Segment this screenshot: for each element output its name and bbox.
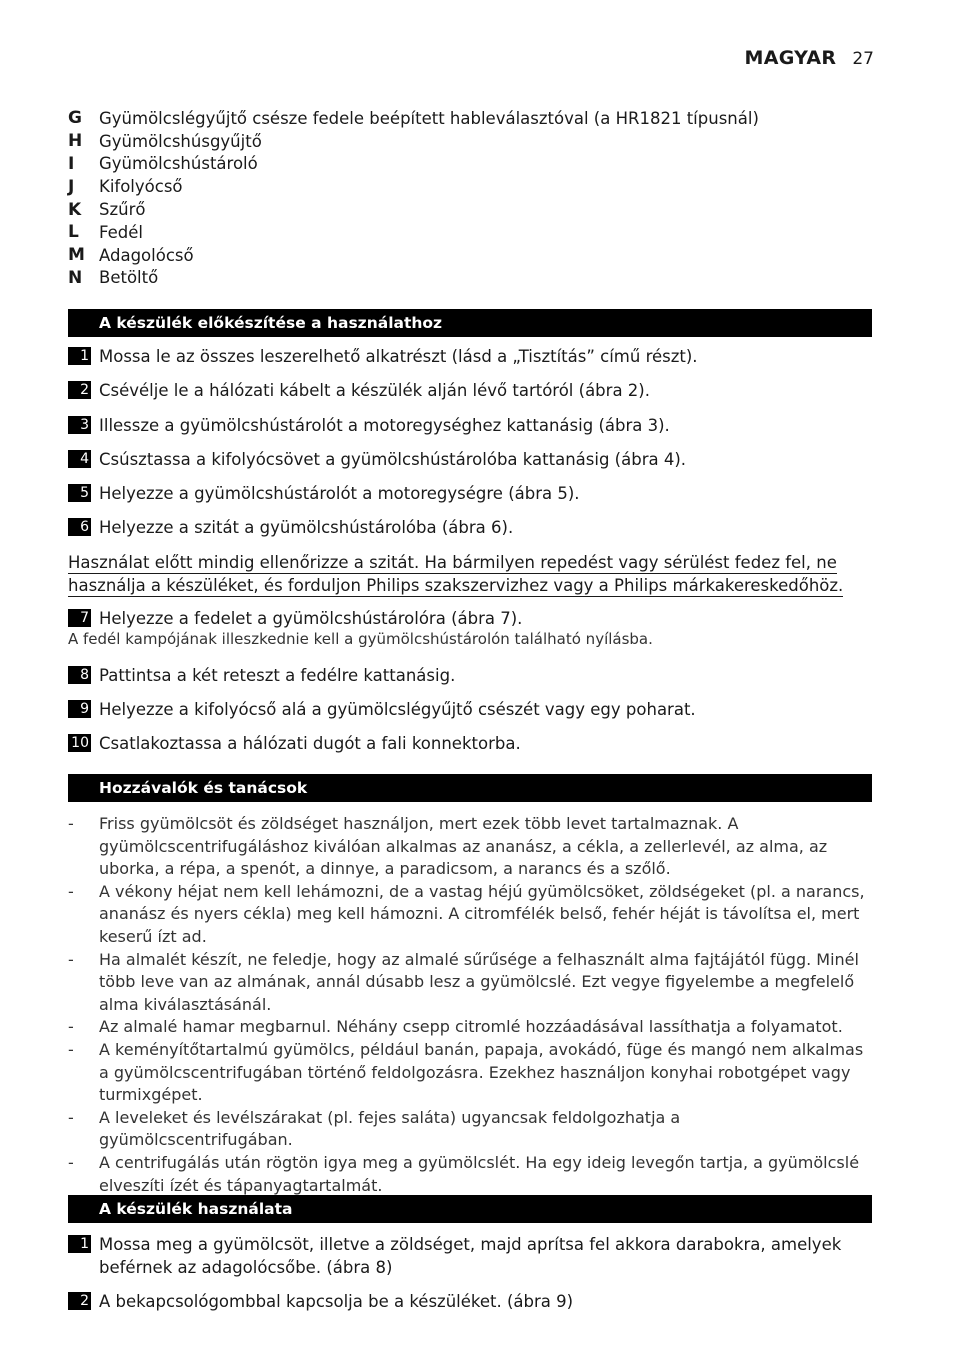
tip-item (68, 1016, 873, 1039)
step-text: Helyezze a szitát a gyümölcshústárolóba (ábra 6). (99, 518, 514, 537)
step-item (68, 732, 873, 755)
step-text: Csatlakoztassa a hálózati dugót a fali konnektorba. (99, 734, 521, 753)
dash-bullet: - (68, 1107, 74, 1127)
step-number: 7 (68, 609, 91, 627)
tip-text: A centrifugálás után rögtön igya meg a gyümölcslét. Ha egy ideig levegőn tartja, a gyümölcslé elveszíti ízét és tápanyagtartalmát. (99, 1152, 860, 1195)
legend-letter: J (68, 176, 75, 197)
legend-letter: N (68, 267, 83, 288)
step-number: 10 (68, 734, 91, 752)
step-text: Csévélje le a hálózati kábelt a készülék alján lévő tartóról (ábra 2). (99, 381, 650, 400)
tip-item (68, 1152, 873, 1197)
step-item (68, 607, 873, 630)
step-text: Helyezze a fedelet a gyümölcshústárolóra (ábra 7). (99, 609, 523, 628)
legend-item (68, 267, 873, 290)
legend-letter: I (68, 153, 75, 174)
page-header (744, 47, 874, 69)
step-text: Helyezze a kifolyócső alá a gyümölcslégyűjtő csészét vagy egy poharat. (99, 700, 696, 719)
step-item (68, 414, 873, 437)
step-number: 1 (68, 1235, 91, 1253)
step-number: 1 (68, 347, 91, 365)
legend-letter: M (68, 245, 85, 266)
legend-letter: K (68, 199, 82, 220)
step-text: Illessze a gyümölcshústárolót a motoregységhez kattanásig (ábra 3). (99, 416, 670, 435)
legend-item (68, 198, 873, 221)
section-heading-usage: A készülék használata (68, 1195, 872, 1223)
step-item (68, 664, 873, 687)
step-item (68, 345, 873, 368)
page-number: 27 (852, 49, 874, 69)
tip-item (68, 1107, 873, 1152)
step-item (68, 482, 873, 505)
step-number: 6 (68, 518, 91, 536)
legend-letter: G (68, 108, 82, 129)
legend-item (68, 175, 873, 198)
legend-letter: L (68, 222, 79, 243)
tip-text: Az almalé hamar megbarnul. Néhány csepp citromlé hozzáadásával lassíthatja a folyamatot. (99, 1017, 843, 1037)
tip-item (68, 813, 873, 881)
warning-text (68, 551, 873, 597)
step-item (68, 1290, 873, 1313)
step-item (68, 1233, 873, 1279)
step-item (68, 516, 873, 539)
legend-text: Szűrő (99, 200, 146, 220)
step-number: 2 (68, 381, 91, 399)
dash-bullet: - (68, 814, 74, 833)
legend-text: Gyümölcslégyűjtő csésze fedele beépített hableválasztóval (a HR1821 típusnál) (99, 108, 759, 128)
warning-line: használja a készüléket, és forduljon Philips szakszervizhez vagy a Philips márkakereskedőhöz. (68, 576, 844, 595)
step-note: A fedél kampójának illeszkednie kell a gyümölcshústárolón található nyílásba. (68, 630, 653, 648)
dash-bullet: - (68, 1017, 74, 1037)
dash-bullet: - (68, 881, 74, 901)
legend-text: Betöltő (99, 268, 159, 288)
step-number: 9 (68, 700, 91, 718)
legend-text: Kifolyócső (99, 177, 183, 197)
tip-item (68, 949, 873, 1017)
step-item (68, 379, 873, 402)
section-heading-tips: Hozzávalók és tanácsok (68, 774, 872, 802)
step-text: Helyezze a gyümölcshústárolót a motoregységre (ábra 5). (99, 484, 580, 503)
step-text: Csúsztassa a kifolyócsövet a gyümölcshústárolóba kattanásig (ábra 4). (99, 450, 687, 469)
legend-letter: H (68, 131, 83, 152)
legend-text: Adagolócső (99, 245, 194, 265)
step-number: 4 (68, 450, 91, 468)
legend-item (68, 130, 873, 153)
legend-item (68, 221, 873, 244)
dash-bullet: - (68, 949, 74, 969)
parts-legend (68, 107, 873, 289)
legend-item (68, 244, 873, 267)
tip-text: Ha almalét készít, ne feledje, hogy az almalé sűrűsége a felhasznált alma fajtájától függ. Minél több leve van az almának, annál dúsabb lesz a gyümölcslé. Ezt vegye figyelembe a megfelelő alma kiválasztásánál. (99, 949, 859, 1014)
step-item (68, 698, 873, 721)
section-heading-preparation: A készülék előkészítése a használathoz (68, 309, 872, 337)
tip-text: A vékony héjat nem kell lehámozni, de a vastag héjú gyümölcsöket, zöldségeket (pl. a narancs, ananász és nyers cékla) meg kell hámozni. A citromfélék belső, fehér héját is távolítsa el, mert keserű ízt ad. (99, 881, 865, 946)
language-label: MAGYAR (744, 47, 837, 69)
step-text: Mossa le az összes leszerelhető alkatrészt (lásd a „Tisztítás” című részt). (99, 347, 698, 366)
tip-text: A keményítőtartalmú gyümölcs, például banán, papaja, avokádó, füge és mangó nem alkalmas a gyümölcscentrifugában történő feldolgozásra. Ezekhez használjon konyhai robotgépet vagy turmixgépet. (99, 1039, 864, 1105)
legend-item (68, 107, 873, 130)
tip-text: Friss gyümölcsöt és zöldséget használjon, mert ezek több levet tartalmaznak. A gyümölcscentrifugáláshoz kiválóan alkalmas az ananász, a cékla, a zellerlevél, az alma, az uborka, a répa, a spenót, a dinnye, a paradicsom, a narancs és a szőlő. (99, 814, 828, 879)
legend-text: Gyümölcshústároló (99, 154, 258, 174)
legend-text: Fedél (99, 222, 143, 242)
legend-text: Gyümölcshúsgyűjtő (99, 131, 262, 151)
step-text: Pattintsa a két reteszt a fedélre kattanásig. (99, 666, 456, 685)
step-number: 3 (68, 416, 91, 434)
step-number: 8 (68, 666, 91, 684)
dash-bullet: - (68, 1152, 74, 1172)
tip-text: A leveleket és levélszárakat (pl. fejes saláta) ugyancsak feldolgozhatja a gyümölcscentrifugában. (99, 1107, 681, 1150)
tip-item (68, 881, 873, 949)
dash-bullet: - (68, 1039, 74, 1059)
step-number: 5 (68, 484, 91, 502)
step-number: 2 (68, 1292, 91, 1310)
step-text: A bekapcsológombbal kapcsolja be a készüléket. (ábra 9) (99, 1292, 574, 1311)
tip-item (68, 1039, 873, 1107)
step-item (68, 448, 873, 471)
legend-item (68, 153, 873, 176)
warning-line: Használat előtt mindig ellenőrizze a szitát. Ha bármilyen repedést vagy sérülést fedez fel, ne (68, 553, 837, 572)
tips-list (68, 813, 873, 1197)
step-text: Mossa meg a gyümölcsöt, illetve a zöldséget, majd aprítsa fel akkora darabokra, amelyek beférnek az adagolócsőbe. (ábra 8) (99, 1235, 842, 1277)
